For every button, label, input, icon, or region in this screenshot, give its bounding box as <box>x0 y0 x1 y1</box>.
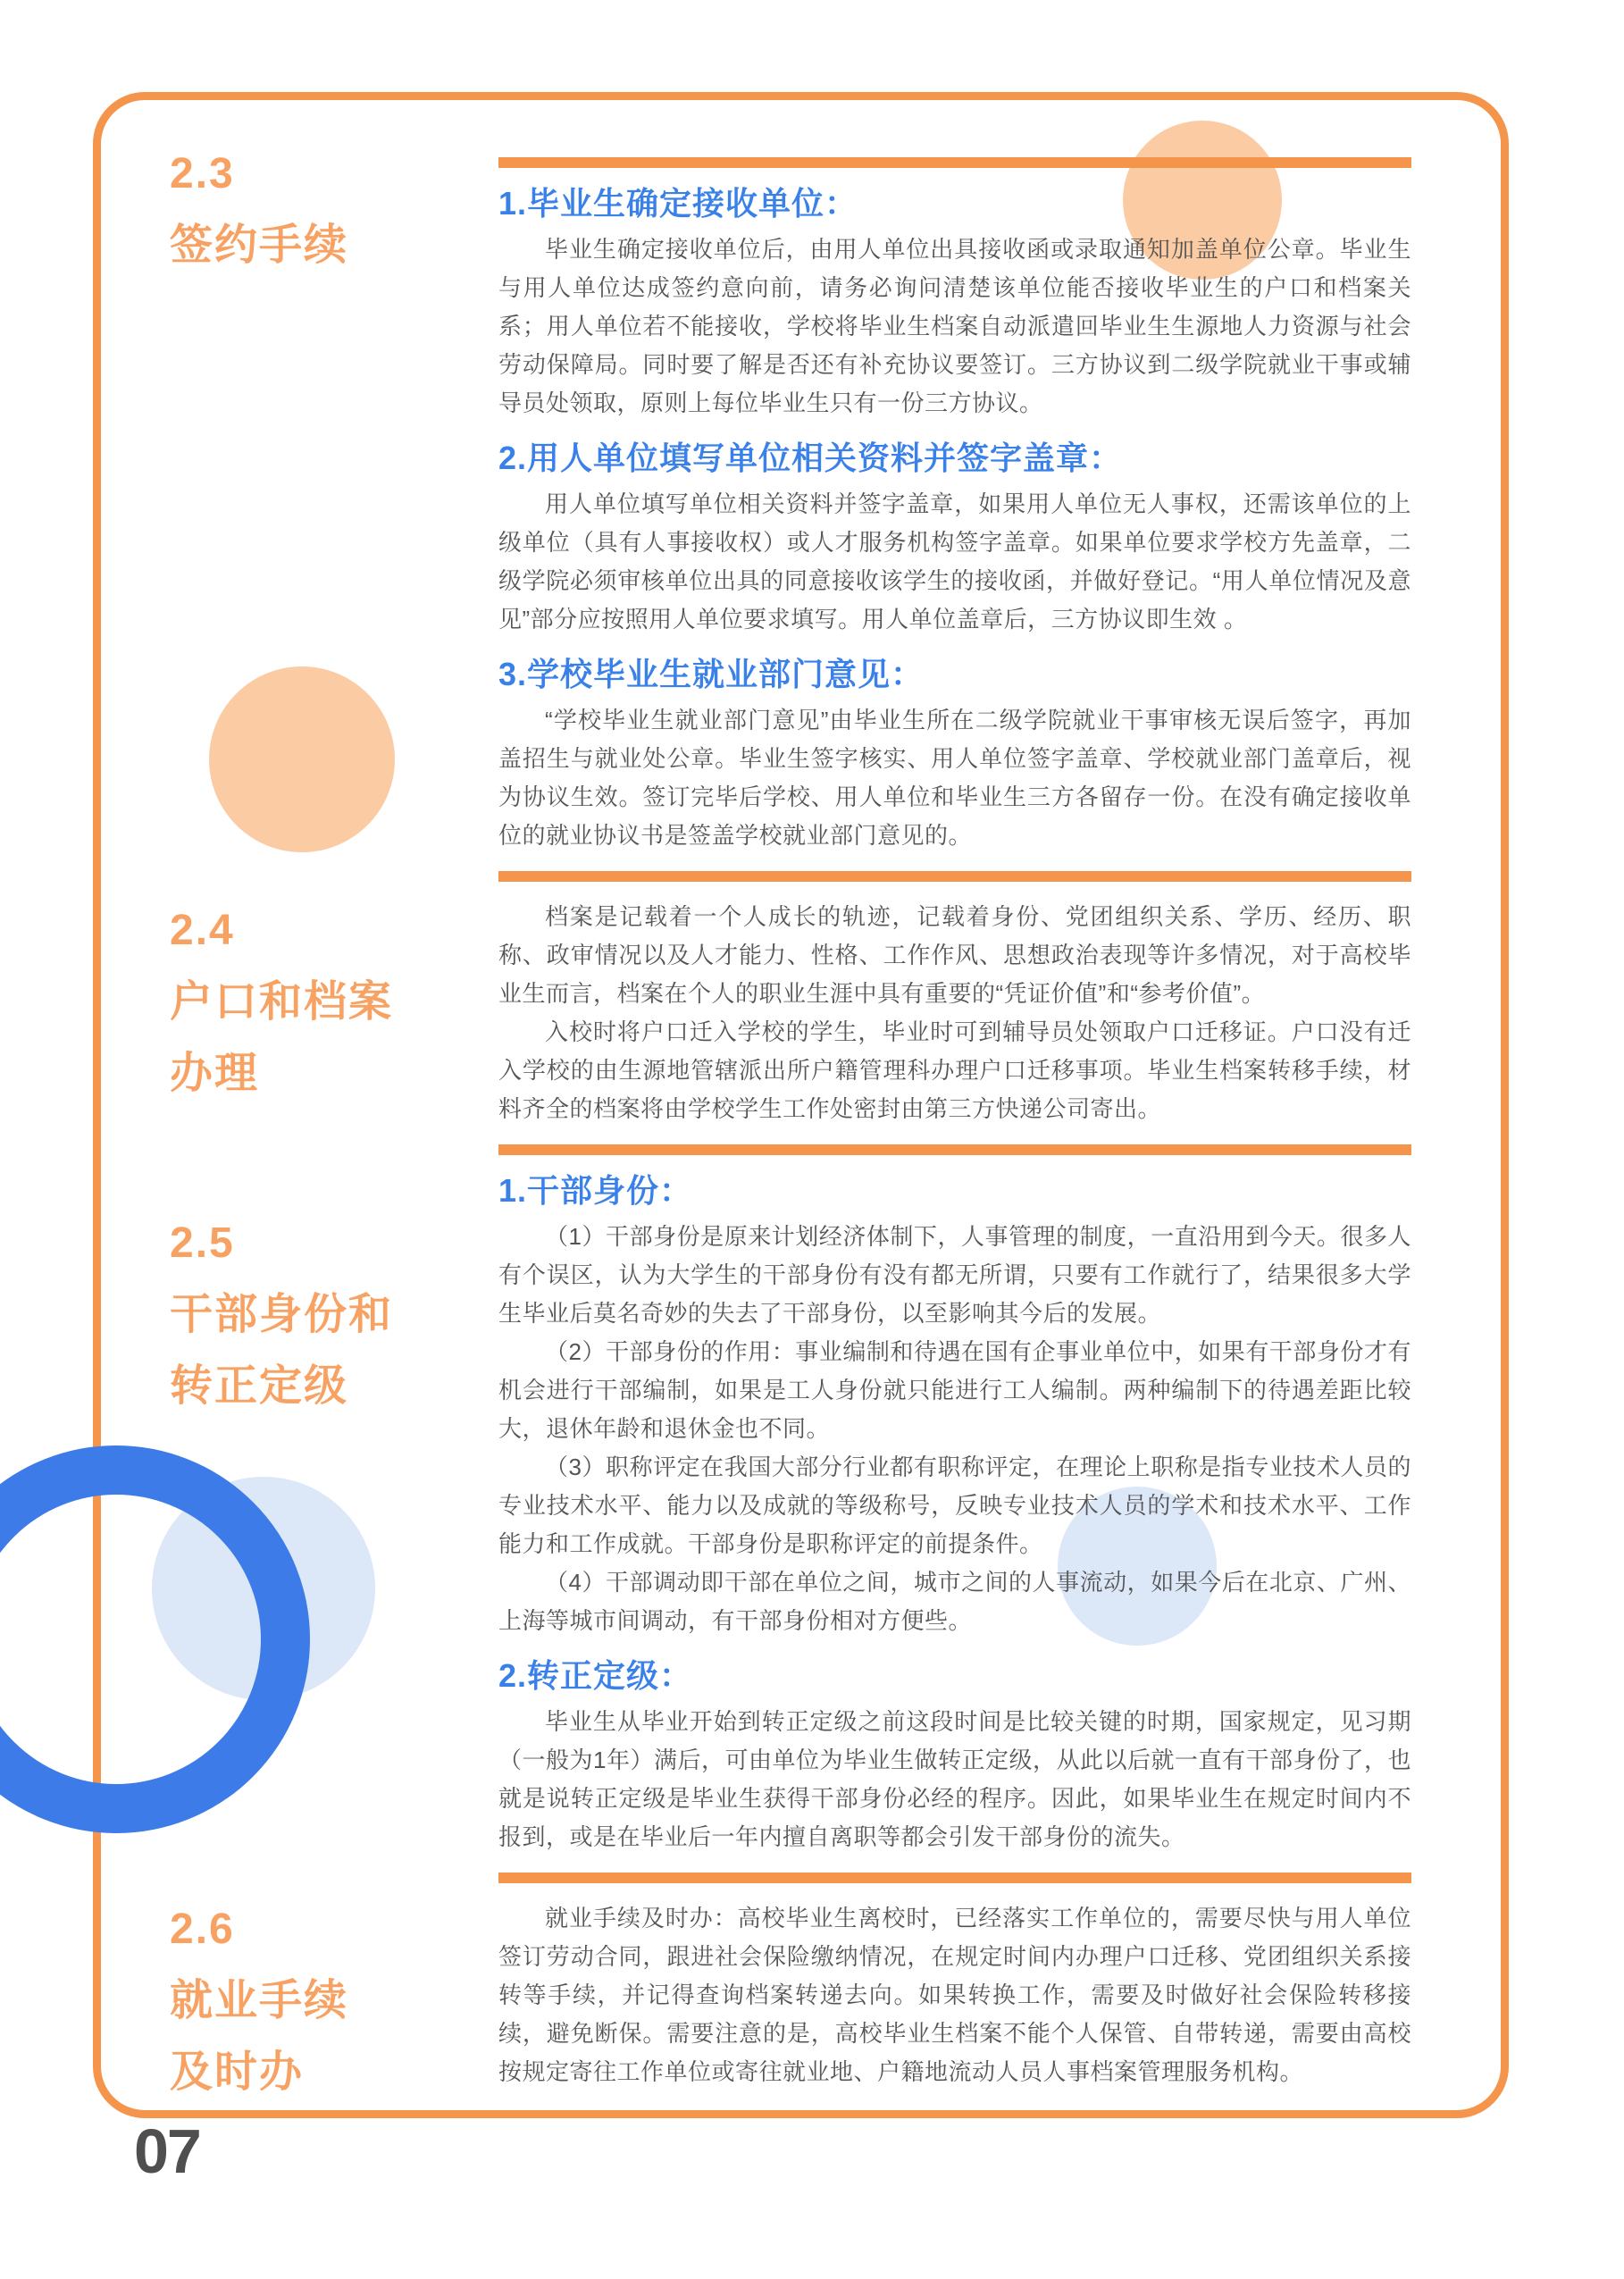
section-divider-rule <box>498 871 1411 882</box>
content-heading: 1.干部身份： <box>498 1172 693 1209</box>
section-title-line: 签约手续 <box>170 222 349 269</box>
section-title-line: 干部身份和 <box>170 1291 394 1338</box>
section-title-line: 就业手续 <box>170 1977 349 2024</box>
content-paragraph: （4）干部调动即干部在单位之间，城市之间的人事流动，如果今后在北京、广州、上海等城市间调动，有干部身份相对方便些。 <box>498 1569 1411 1634</box>
page-number: 07 <box>134 2116 200 2186</box>
sidebar-section-2-4 <box>170 895 393 1110</box>
content-paragraph: “学校毕业生就业部门意见”由毕业生所在二级学院就业干事审核无误后签字，再加盖招生与就业处公章。毕业生签字核实、用人单位签字盖章、学校就业部门盖章后，视为协议生效。签订完毕后学校、用人单位和毕业生三方各留存一份。在没有确定接收单位的就业协议书是签盖学校就业部门意见的。 <box>498 707 1411 849</box>
content-paragraph: （3）职称评定在我国大部分行业都有职称评定，在理论上职称是指专业技术人员的专业技术水平、能力以及成就的等级称号，反映专业技术人员的学术和技术水平、工作能力和工作成就。干部身份是职称评定的前提条件。 <box>498 1454 1411 1557</box>
content-paragraph: 毕业生从毕业开始到转正定级之前这段时间是比较关键的时期，国家规定，见习期（一般为1年）满后，可由单位为毕业生做转正定级，从此以后就一直有干部身份了，也就是说转正定级是毕业生获得干部身份必经的程序。因此，如果毕业生在规定时间内不报到，或是在毕业后一年内擅自离职等都会引发干部身份的流失。 <box>498 1708 1411 1850</box>
section-number: 2.3 <box>170 150 235 197</box>
section-title-line: 户口和档案 <box>170 978 394 1026</box>
content-paragraph: 毕业生确定接收单位后，由用人单位出具接收函或录取通知加盖单位公章。毕业生与用人单位达成签约意向前，请务必询问清楚该单位能否接收毕业生的户口和档案关系；用人单位若不能接收，学校将毕业生档案自动派遣回毕业生生源地人力资源与社会劳动保障局。同时要了解是否还有补充协议要签订。三方协议到二级学院就业干事或辅导员处领取，原则上每位毕业生只有一份三方协议。 <box>498 236 1411 416</box>
section-divider-rule <box>498 1873 1411 1883</box>
content-heading: 3.学校毕业生就业部门意见： <box>498 656 925 692</box>
content-paragraph: 用人单位填写单位相关资料并签字盖章，如果用人单位无人事权，还需该单位的上级单位（具有人事接收权）或人才服务机构签字盖章。如果单位要求学校方先盖章，二级学院必须审核单位出具的同意接收该学生的接收函，并做好登记。“用人单位情况及意见”部分应按照用人单位要求填写。用人单位盖章后，三方协议即生效 。 <box>498 490 1411 633</box>
content-heading: 2.转正定级： <box>498 1657 693 1694</box>
sidebar-section-2-3 <box>170 138 348 281</box>
section-divider-rule <box>498 157 1411 168</box>
content-column <box>498 157 1411 2091</box>
section-number: 2.6 <box>170 1906 235 1953</box>
content-paragraph: （1）干部身份是原来计划经济体制下，人事管理的制度，一直沿用到今天。很多人有个误区，认为大学生的干部身份有没有都无所谓，只要有工作就行了，结果很多大学生毕业后莫名奇妙的失去了干部身份，以至影响其今后的发展。 <box>498 1223 1411 1327</box>
section-title-line: 转正定级 <box>170 1362 349 1410</box>
section-title-line: 及时办 <box>170 2049 305 2096</box>
sidebar-section-2-5 <box>170 1208 393 1422</box>
section-title-line: 办理 <box>170 1050 260 1097</box>
section-number: 2.4 <box>170 907 235 954</box>
content-heading: 2.用人单位填写单位相关资料并签字盖章： <box>498 440 1123 476</box>
sidebar-section-2-6 <box>170 1894 348 2108</box>
content-paragraph: （2）干部身份的作用：事业编制和待遇在国有企事业单位中，如果有干部身份才有机会进行干部编制，如果是工人身份就只能进行工人编制。两种编制下的待遇差距比较大，退休年龄和退休金也不同。 <box>498 1338 1411 1442</box>
content-paragraph: 档案是记载着一个人成长的轨迹，记载着身份、党团组织关系、学历、经历、职称、政审情况以及人才能力、性格、工作作风、思想政治表现等许多情况，对于高校毕业生而言，档案在个人的职业生涯中具有重要的“凭证价值”和“参考价值”。 <box>498 903 1411 1007</box>
content-paragraph: 就业手续及时办：高校毕业生离校时，已经落实工作单位的，需要尽快与用人单位签订劳动合同，跟进社会保险缴纳情况，在规定时间内办理户口迁移、党团组织关系接转等手续，并记得查询档案转递去向。如果转换工作，需要及时做好社会保险转移接续，避免断保。需要注意的是，高校毕业生档案不能个人保管、自带转递，需要由高校按规定寄往工作单位或寄往就业地、户籍地流动人员人事档案管理服务机构。 <box>498 1905 1411 2085</box>
content-paragraph: 入校时将户口迁入学校的学生，毕业时可到辅导员处领取户口迁移证。户口没有迁入学校的由生源地管辖派出所户籍管理科办理户口迁移事项。毕业生档案转移手续，材料齐全的档案将由学校学生工作处密封由第三方快递公司寄出。 <box>498 1018 1411 1122</box>
content-heading: 1.毕业生确定接收单位： <box>498 185 858 222</box>
section-divider-rule <box>498 1144 1411 1155</box>
section-number: 2.5 <box>170 1219 235 1267</box>
